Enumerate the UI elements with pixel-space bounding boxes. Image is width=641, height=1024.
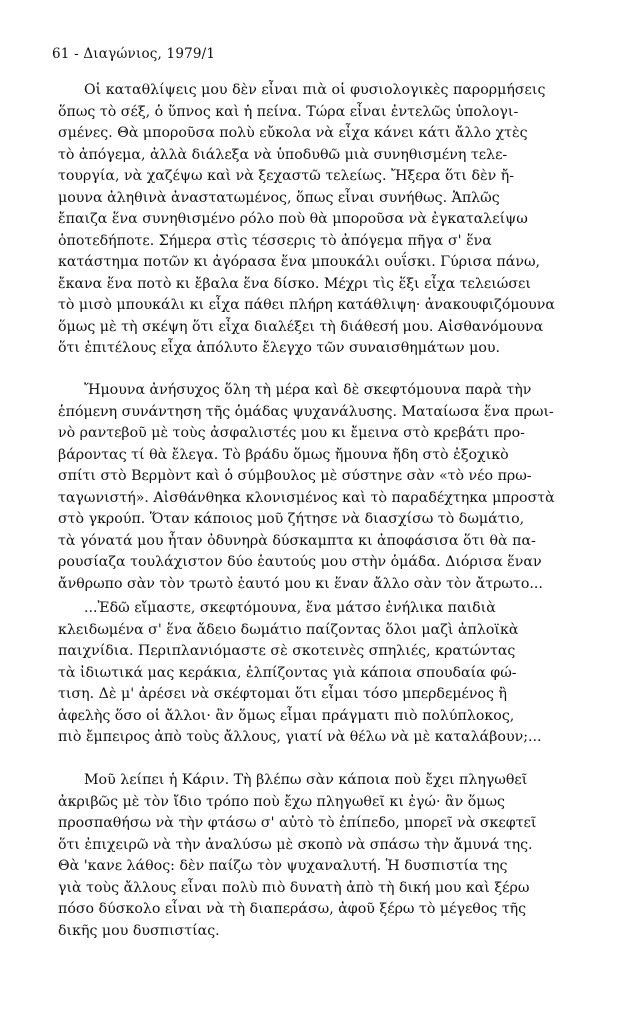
- text-line: πόσο δύσκολο εἶναι νὰ τὴ διαπεράσω, ἀφοῦ ξέρω τὸ μέγεθος τῆς: [58, 901, 527, 917]
- text-line: προσπαθήσω νὰ τὴν φτάσω σ' αὐτὸ τὸ ἐπίπεδο, μπορεῖ νὰ σκεφτεῖ: [58, 815, 537, 831]
- text-line: ἀκριβῶς μὲ τὸν ἴδιο τρόπο ποὺ ἔχω πληγωθεῖ κι ἐγώ· ἂν ὅμως: [58, 793, 506, 810]
- paragraph-4: [58, 770, 598, 942]
- text-line: ἔπαιζα ἕνα συνηθισμένο ρόλο ποὺ θὰ μποροῦσα νὰ ἐγκαταλείψω: [58, 211, 528, 227]
- text-line: σμένες. Θὰ μποροῦσα πολὺ εὔκολα νὰ εἶχα κάνει κάτι ἄλλο χτὲς: [58, 125, 528, 141]
- text-line: Οἱ καταθλίψεις μου δὲν εἶναι πιὰ οἱ φυσιολογικὲς παρορμήσεις: [84, 82, 546, 98]
- paragraph-1: [58, 80, 598, 360]
- running-header: 61 - Διαγώνιος, 1979/1: [52, 46, 216, 62]
- text-line: Θὰ 'κανε λάθος: δὲν παίζω τὸν ψυχαναλυτή. Ἡ δυσπιστία της: [58, 858, 508, 874]
- text-line: κλειδωμένα σ' ἕνα ἄδειο δωμάτιο παίζοντας ὅλοι μαζὶ ἀπλοϊκὰ: [58, 621, 519, 638]
- paragraph-3: [58, 598, 598, 749]
- text-line: ὅπως τὸ σέξ, ὁ ὕπνος καὶ ἡ πείνα. Τώρα εἶναι ἐντελῶς ὑπολογι-: [58, 103, 519, 120]
- text-line: δικῆς μου δυσπιστίας.: [58, 922, 220, 939]
- text-line: ὅτι ἐπιχειρῶ νὰ τὴν ἀναλύσω μὲ σκοπὸ νὰ σπάσω τὴν ἄμυνά της.: [58, 836, 533, 853]
- text-line: τὰ γόνατά μου ἦταν ὀδυνηρὰ δύσκαμπτα κι ἀποφάσισα ὅτι θὰ πα-: [58, 532, 536, 549]
- text-line: ἔκανα ἕνα ποτὸ κι ἔβαλα ἕνα δίσκο. Μέχρι τὶς ἕξι εἶχα τελειώσει: [58, 275, 531, 292]
- text-line: τὸ μισὸ μπουκάλι κι εἶχα πάθει πλήρη κατάθλιψη· ἀνακουφιζόμουνα: [58, 297, 555, 313]
- text-line: ρουσίαζα τουλάχιστον δύο ἑαυτούς μου στὴν ὁμάδα. Διόρισα ἕναν: [58, 554, 542, 570]
- text-line: γιὰ τοὺς ἄλλους εἶναι πολὺ πιὸ δυνατὴ ἀπὸ τὴ δική μου καὶ ξέρω: [58, 879, 530, 896]
- text-line: ἑπόμενη συνάντηση τῆς ὁμάδας ψυχανάλυσης. Ματαίωσα ἕνα πρωι-: [58, 403, 554, 420]
- text-line: ...Ἐδῶ εἴμαστε, σκεφτόμουνα, ἕνα μάτσο ἐνήλικα παιδιὰ: [84, 600, 496, 616]
- text-line: τὰ ἰδιωτικά μας κεράκια, ἐλπίζοντας γιὰ κάποια σπουδαία φώ-: [58, 664, 517, 681]
- text-line: βάροντας τί θὰ ἔλεγα. Τὸ βράδυ ὅμως ἤμουνα ἤδη στὸ ἐξοχικὸ: [58, 446, 509, 463]
- text-line: ἀφελὴς ὅσο οἱ ἄλλοι· ἂν ὅμως εἶμαι πράγματι πιὸ πολύπλοκος,: [58, 707, 515, 724]
- text-line: κατάστημα ποτῶν κι ἀγόρασα ἕνα μπουκάλι ουΐσκι. Γύρισα πάνω,: [58, 254, 541, 270]
- text-line: νὸ ραντεβοῦ μὲ τοὺς ἀσφαλιστές μου κι ἔμεινα στὸ κρεβάτι προ-: [58, 425, 525, 441]
- text-line: σπίτι στὸ Βερμὸντ καὶ ὁ σύμβουλος μὲ σύστηνε σὰν «τὸ νέο πρω-: [58, 468, 532, 484]
- text-line: ὅτι ἐπιτέλους εἶχα ἀπόλυτο ἔλεγχο τῶν συναισθημάτων μου.: [58, 340, 501, 356]
- text-line: ἄνθρωπο σὰν τὸν τρωτὸ ἑαυτό μου κι ἕναν ἄλλο σὰν τὸν ἄτρωτο...: [58, 575, 543, 592]
- text-line: μουνα ἀληθινὰ ἀναστατωμένος, ὅπως εἶναι συνήθως. Ἁπλῶς: [58, 189, 500, 206]
- text-line: παιχνίδια. Περιπλανιόμαστε σὲ σκοτεινὲς σπηλιές, κρατώντας: [58, 643, 516, 659]
- text-line: Μοῦ λείπει ἡ Κάριν. Τὴ βλέπω σὰν κάποια ποὺ ἔχει πληγωθεῖ: [84, 772, 528, 788]
- text-line: τουργία, νὰ χαζέψω καὶ νὰ ξεχαστῶ τελείως. Ἤξερα ὅτι δὲν ἤ-: [58, 168, 515, 184]
- text-line: πιὸ ἔμπειρος ἀπὸ τοὺς ἄλλους, γιατί νὰ θέλω νὰ μὲ καταλάβουν;...: [58, 729, 542, 745]
- paragraph-2: [58, 380, 598, 595]
- text-line: Ἤμουνα ἀνήσυχος ὅλη τὴ μέρα καὶ δὲ σκεφτόμουνα παρὰ τὴν: [84, 382, 532, 398]
- text-line: στὸ γκρούπ. Ὅταν κάποιος μοῦ ζήτησε νὰ διασχίσω τὸ δωμάτιο,: [58, 511, 525, 527]
- text-line: τιση. Δὲ μ' ἀρέσει νὰ σκέφτομαι ὅτι εἶμαι τόσο μπερδεμένος ἢ: [58, 686, 508, 702]
- text-line: ὅμως μὲ τὴ σκέψη ὅτι εἶχα διαλέξει τὴ διάθεσή μου. Αἰσθανόμουνα: [58, 318, 544, 335]
- text-line: ὁποτεδήποτε. Σήμερα στὶς τέσσερις τὸ ἀπόγεμα πῆγα σ' ἕνα: [58, 232, 492, 249]
- text-line: τὸ ἀπόγεμα, ἀλλὰ διάλεξα νὰ ὑποδυθῶ μιὰ συνηθισμένη τελε-: [58, 146, 508, 163]
- text-line: ταγωνιστή». Αἰσθάνθηκα κλονισμένος καὶ τὸ παραδέχτηκα μπροστὰ: [58, 489, 555, 506]
